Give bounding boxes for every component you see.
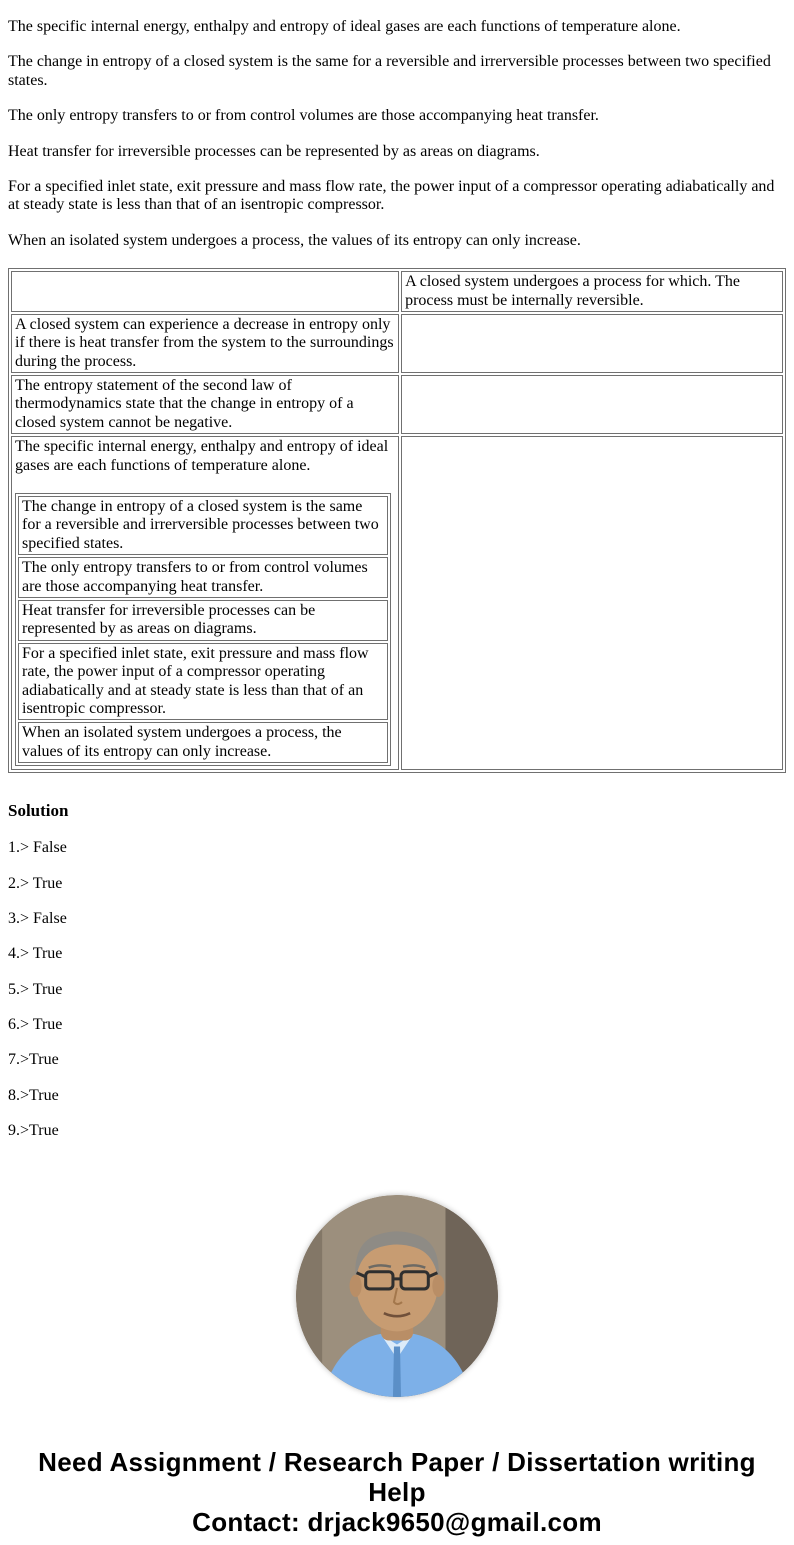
cell-r4-intro-text: The specific internal energy, enthalpy and entropy of ideal gases are each functions of temperature alone.	[15, 438, 389, 474]
intro-paragraph-3: The only entropy transfers to or from control volumes are those accompanying heat transfer.	[8, 107, 599, 125]
nested-row	[18, 643, 388, 721]
answer-3: 3.> False	[8, 909, 67, 927]
nested-statement-2: The only entropy transfers to or from control volumes are those accompanying heat transfer.	[18, 557, 388, 598]
table-row	[11, 314, 783, 373]
cell-r2-left: A closed system can experience a decrease in entropy only if there is heat transfer from the system to the surroundings during the process.	[11, 314, 399, 373]
nested-row	[18, 496, 388, 555]
footer-help-text: Need Assignment / Research Paper / Dissertation writing Help	[38, 1446, 756, 1507]
nested-statements-table	[15, 493, 391, 766]
answer-9: 9.>True	[8, 1122, 59, 1140]
intro-paragraph-1: The specific internal energy, enthalpy and entropy of ideal gases are each functions of temperature alone.	[8, 18, 681, 35]
cell-r1-right: A closed system undergoes a process for which. The process must be internally reversible.	[401, 271, 783, 312]
answer-4: 4.> True	[8, 945, 63, 963]
cell-r3-right-empty	[401, 375, 783, 434]
solution-answers	[8, 839, 786, 1141]
person-portrait-graphic	[296, 1195, 498, 1397]
answer-5: 5.> True	[8, 980, 63, 998]
cell-r4-left	[11, 436, 399, 770]
statements-table	[8, 268, 786, 773]
intro-section	[8, 18, 786, 250]
nested-statement-5: When an isolated system undergoes a process, the values of its entropy can only increase.	[18, 722, 388, 763]
cell-r3-left: The entropy statement of the second law of thermodynamics state that the change in entropy of a closed system cannot be negative.	[11, 375, 399, 434]
answer-6: 6.> True	[8, 1016, 63, 1034]
nested-row	[18, 557, 388, 598]
nested-row	[18, 722, 388, 763]
nested-statement-4: For a specified inlet state, exit pressure and mass flow rate, the power input of a compressor operating adiabatically and at steady state is less than that of an isentropic compressor.	[18, 643, 388, 721]
tutor-avatar-photo	[296, 1195, 498, 1397]
nested-row	[18, 600, 388, 641]
nested-statement-1: The change in entropy of a closed system is the same for a reversible and irrerversible processes between two specified states.	[18, 496, 388, 555]
answer-1: 1.> False	[8, 839, 67, 857]
intro-paragraph-6: When an isolated system undergoes a process, the values of its entropy can only increase.	[8, 231, 581, 249]
table-row	[11, 375, 783, 434]
cell-r1-left-empty	[11, 271, 399, 312]
intro-paragraph-2: The change in entropy of a closed system is the same for a reversible and irrerversible processes between two specified states.	[8, 53, 771, 89]
solution-heading: Solution	[8, 801, 69, 821]
answer-2: 2.> True	[8, 874, 63, 892]
answer-7: 7.>True	[8, 1051, 59, 1069]
cell-r4-right-empty	[401, 436, 783, 770]
cell-r2-right-empty	[401, 314, 783, 373]
nested-statement-3: Heat transfer for irreversible processes can be represented by as areas on diagrams.	[18, 600, 388, 641]
table-row	[11, 271, 783, 312]
footer-banner	[8, 1447, 786, 1537]
intro-paragraph-4: Heat transfer for irreversible processes can be represented by as areas on diagrams.	[8, 142, 540, 160]
table-row	[11, 436, 783, 770]
answer-8: 8.>True	[8, 1086, 59, 1104]
footer-contact-text: Contact: drjack9650@gmail.com	[192, 1506, 602, 1537]
intro-paragraph-5: For a specified inlet state, exit pressure and mass flow rate, the power input of a compressor operating adiabatically and at steady state is less than that of an isentropic compressor.	[8, 177, 775, 214]
